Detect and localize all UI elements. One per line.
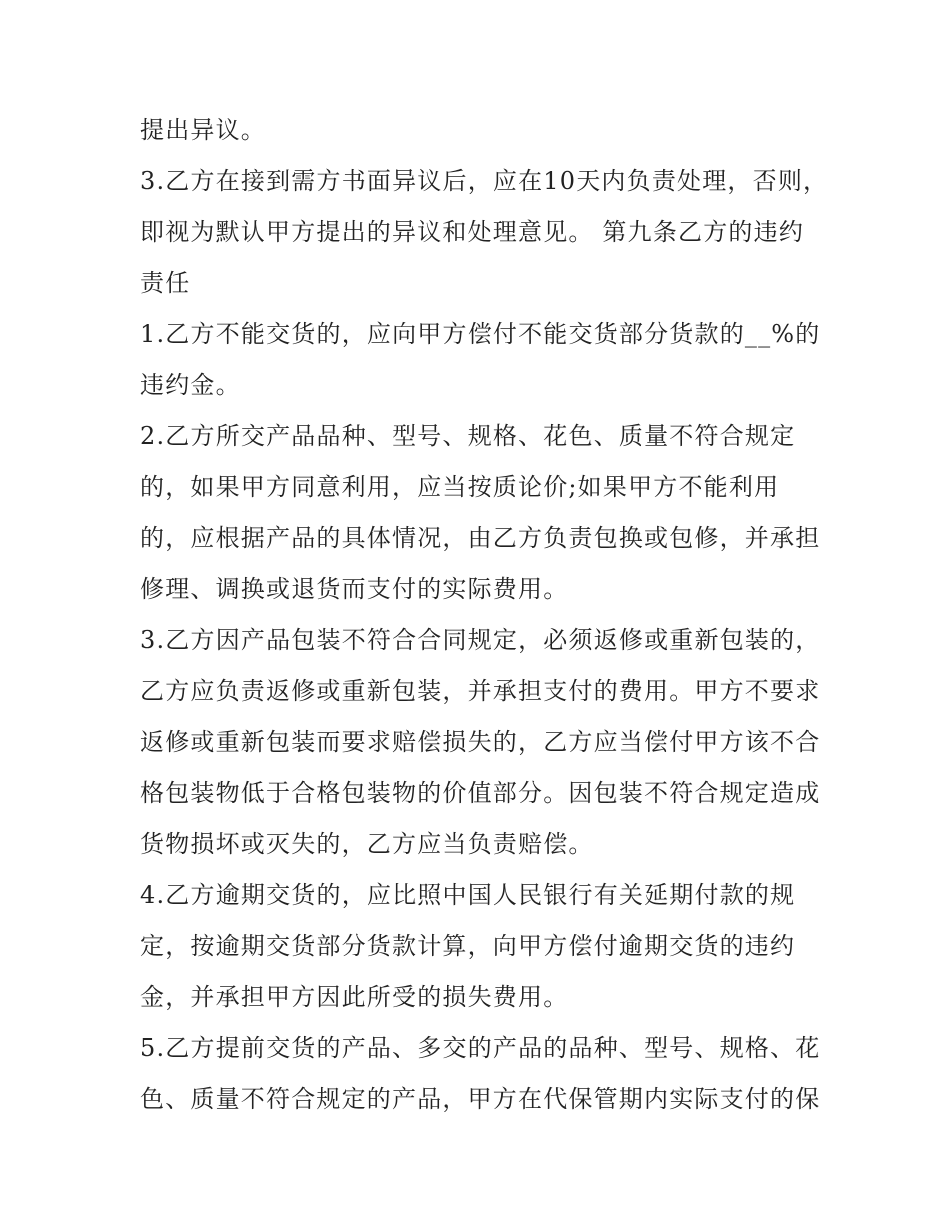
text-line: 责任 <box>140 269 191 297</box>
text-line: 返修或重新包装而要求赔偿损失的，乙方应当偿付甲方该不合 <box>140 728 821 756</box>
text-line: 格包装物低于合格包装物的价值部分。因包装不符合规定造成 <box>140 779 821 807</box>
text-line: 的，应根据产品的具体情况，由乙方负责包换或包修，并承担 <box>140 524 821 552</box>
text-line: 修理、调换或退货而支付的实际费用。 <box>140 575 569 603</box>
text-line: 色、质量不符合规定的产品，甲方在代保管期内实际支付的保 <box>140 1085 821 1113</box>
text-line: 乙方应负责返修或重新包装，并承担支付的费用。甲方不要求 <box>140 677 821 705</box>
text-line: 即视为默认甲方提出的异议和处理意见。 第九条乙方的违约 <box>140 218 805 246</box>
text-line: 4.乙方逾期交货的，应比照中国人民银行有关延期付款的规 <box>140 881 796 909</box>
text-line: 3.乙方因产品包装不符合合同规定，必须返修或重新包装的， <box>140 626 821 654</box>
text-line: 定，按逾期交货部分货款计算，向甲方偿付逾期交货的违约 <box>140 932 796 960</box>
text-line: 金，并承担甲方因此所受的损失费用。 <box>140 983 569 1011</box>
text-line: 货物损坏或灭失的，乙方应当负责赔偿。 <box>140 830 594 858</box>
text-line: 1.乙方不能交货的，应向甲方偿付不能交货部分货款的__%的 <box>140 320 821 348</box>
text-line: 违约金。 <box>140 371 241 399</box>
text-line: 3.乙方在接到需方书面异议后，应在10天内负责处理，否则， <box>140 167 829 195</box>
text-line: 2.乙方所交产品品种、型号、规格、花色、质量不符合规定 <box>140 422 796 450</box>
text-line: 提出异议。 <box>140 116 266 144</box>
text-line: 的，如果甲方同意利用，应当按质论价;如果甲方不能利用 <box>140 473 780 501</box>
text-line: 5.乙方提前交货的产品、多交的产品的品种、型号、规格、花 <box>140 1034 821 1062</box>
